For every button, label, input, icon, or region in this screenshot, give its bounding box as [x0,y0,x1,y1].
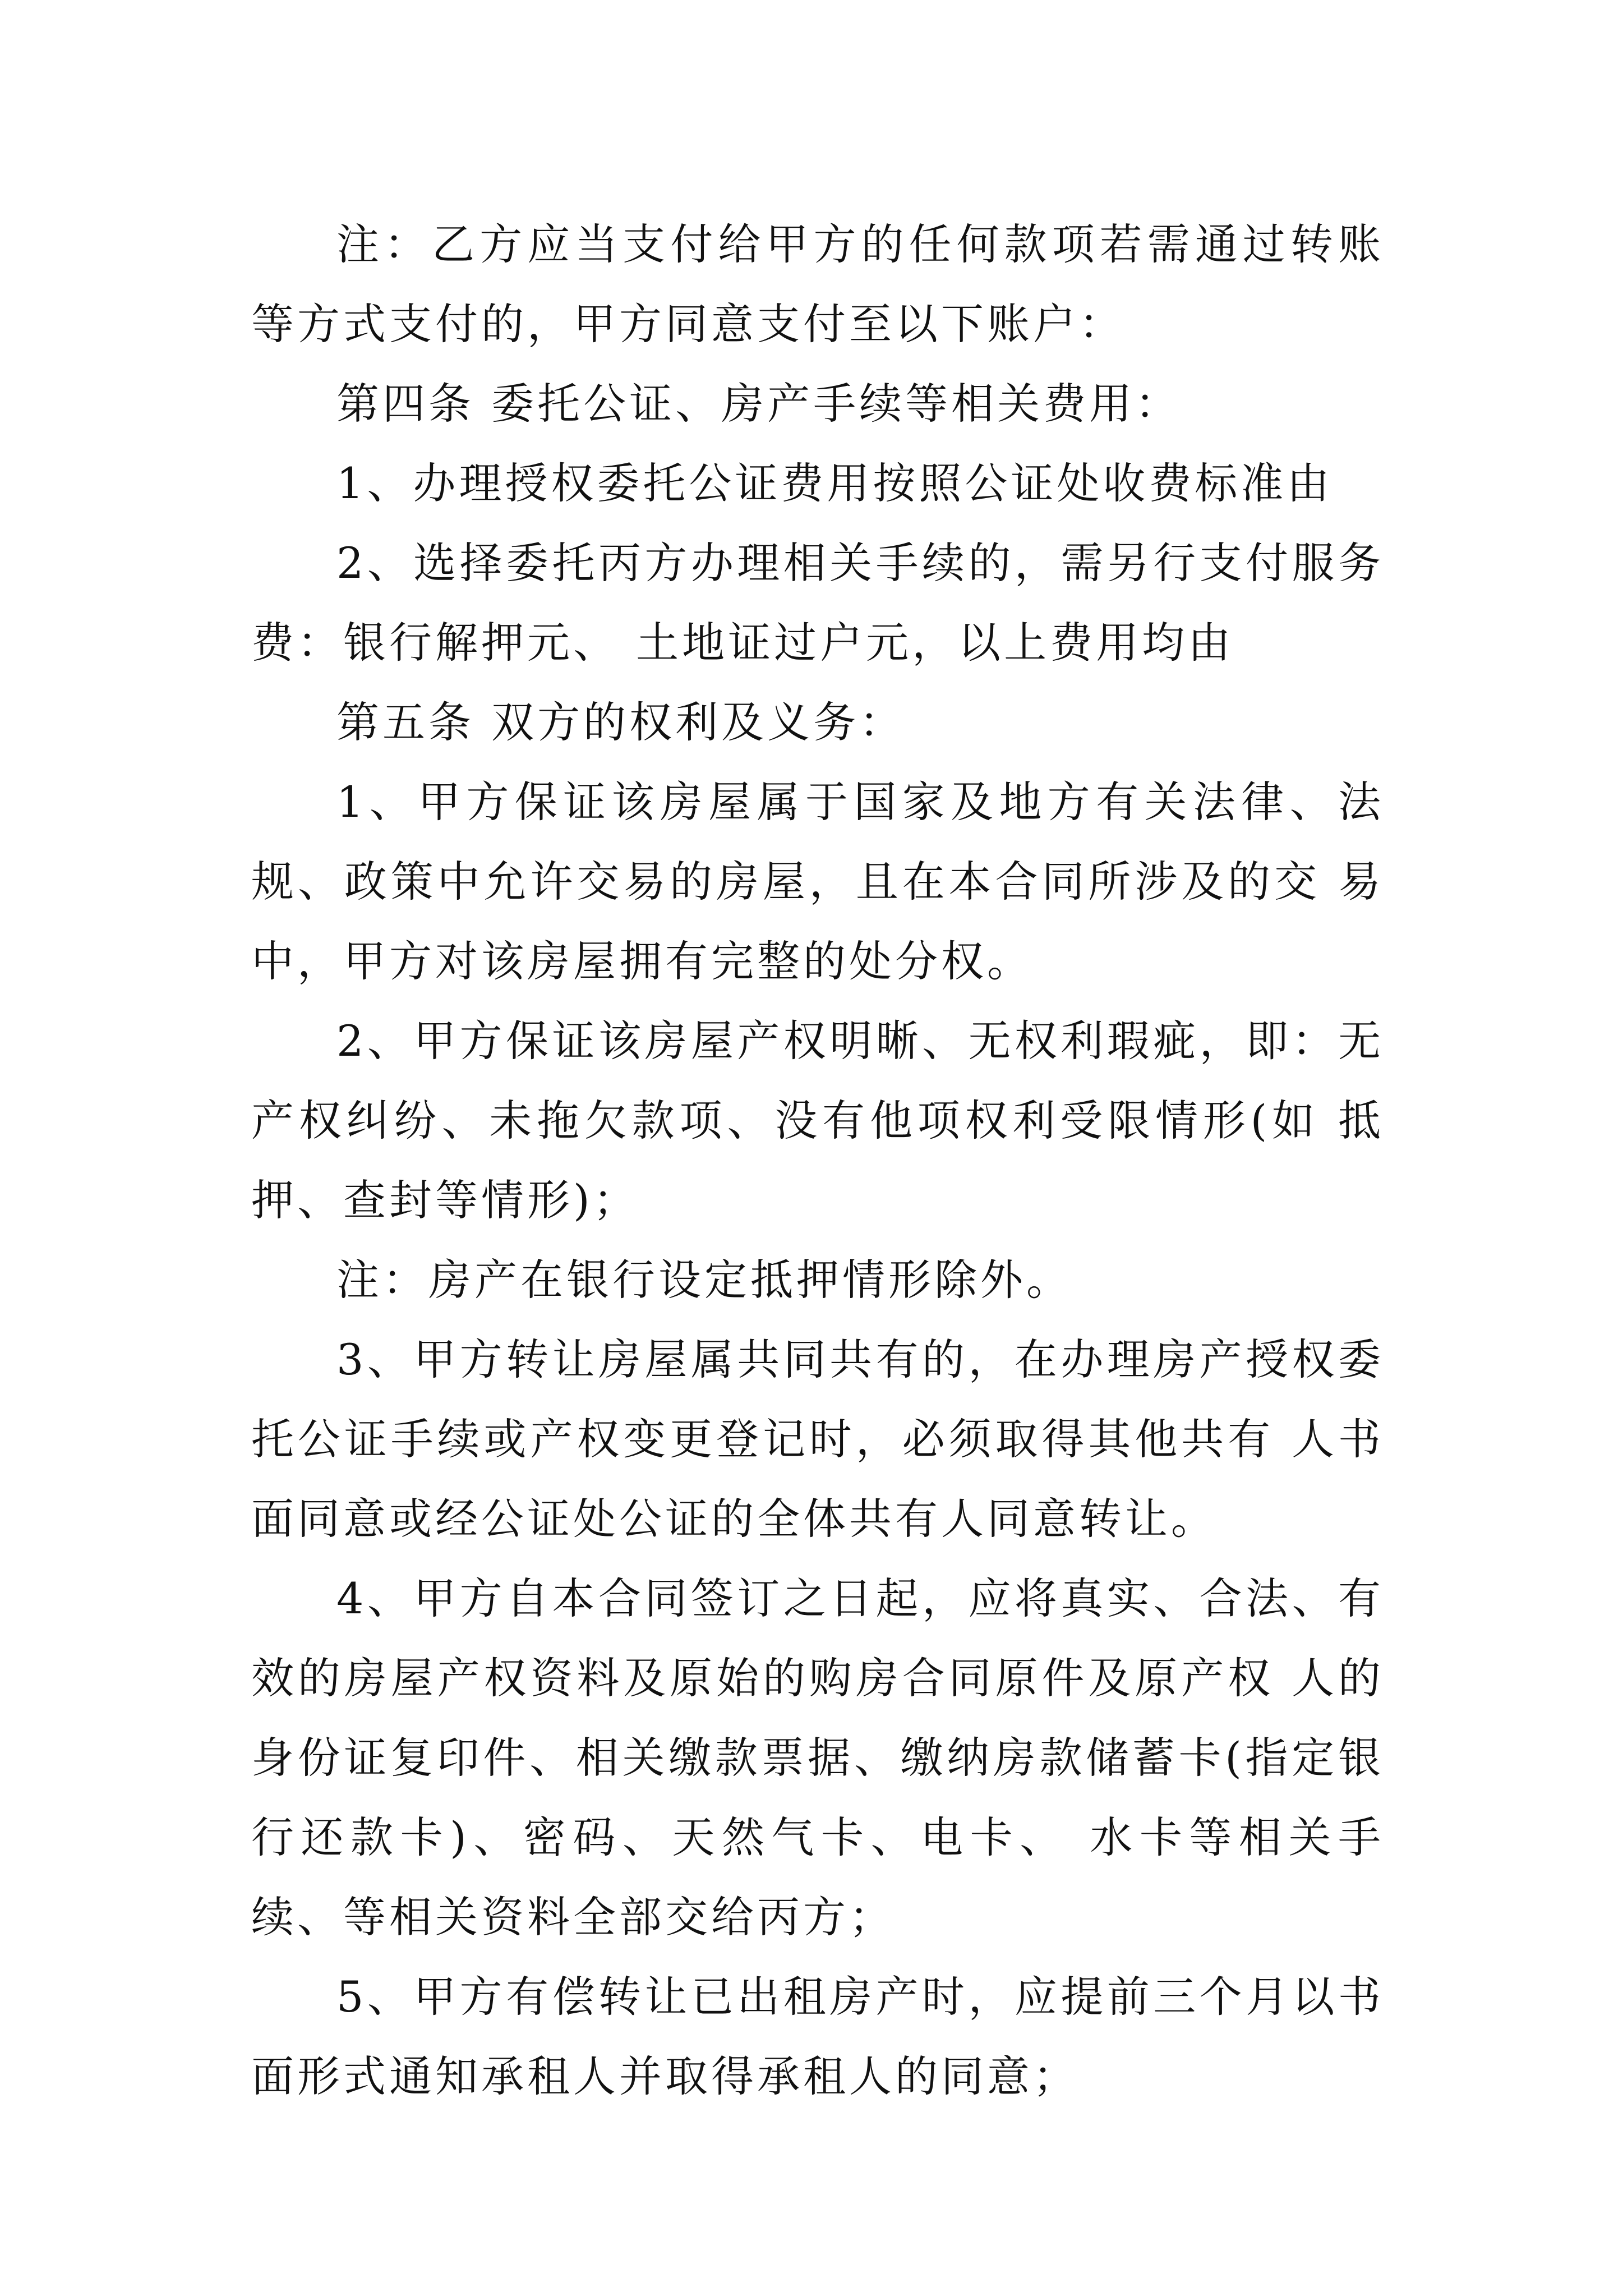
paragraph-mortgage-note: 注：房产在银行设定抵押情形除外。 [336,1255,1072,1305]
paragraph-article-5-item-1: 1、甲方保证该房屋属于国家及地方有关法律、法规、政策中允许交易的房屋，且在本合同所涉及的交 易中，甲方对该房屋拥有完整的处分权。 [251,777,1384,986]
paragraph-payment-account-note: 注：乙方应当支付给甲方的任何款项若需通过转账等方式支付的，甲方同意支付至以下账户： [251,219,1384,349]
paragraph-article-4-item-1: 1、办理授权委托公证费用按照公证处收费标准由 [336,458,1333,508]
paragraph-article-5-item-2: 2、甲方保证该房屋产权明晰、无权利瑕疵，即：无产权纠纷、未拖欠款项、没有他项权利受限情形(如 抵押、查封等情形)； [251,1016,1384,1225]
paragraph-article-5-heading: 第五条 双方的权利及义务： [336,697,906,747]
paragraph-article-5-item-5: 5、甲方有偿转让已出租房产时，应提前三个月以书面形式通知承租人并取得承租人的同意； [251,1972,1384,2101]
paragraph-article-5-item-3: 3、甲方转让房屋属共同共有的，在办理房产授权委托公证手续或产权变更登记时，必须取得其他共有 人书面同意或经公证处公证的全体共有人同意转让。 [251,1335,1384,1544]
paragraph-article-4-item-2: 2、选择委托丙方办理相关手续的，需另行支付服务费：银行解押元、 土地证过户元，以上费用均由 [251,538,1384,668]
contract-text [251,205,1384,2116]
paragraph-article-5-item-4: 4、甲方自本合同签订之日起，应将真实、合法、有效的房屋产权资料及原始的购房合同原件及原产权 人的身份证复印件、相关缴款票据、缴纳房款储蓄卡(指定银行还款卡)、密码、天然气卡、电卡、 水卡等相关手续、等相关资料全部交给丙方； [251,1573,1384,1942]
paragraph-article-4-heading: 第四条 委托公证、房产手续等相关费用： [336,379,1182,429]
